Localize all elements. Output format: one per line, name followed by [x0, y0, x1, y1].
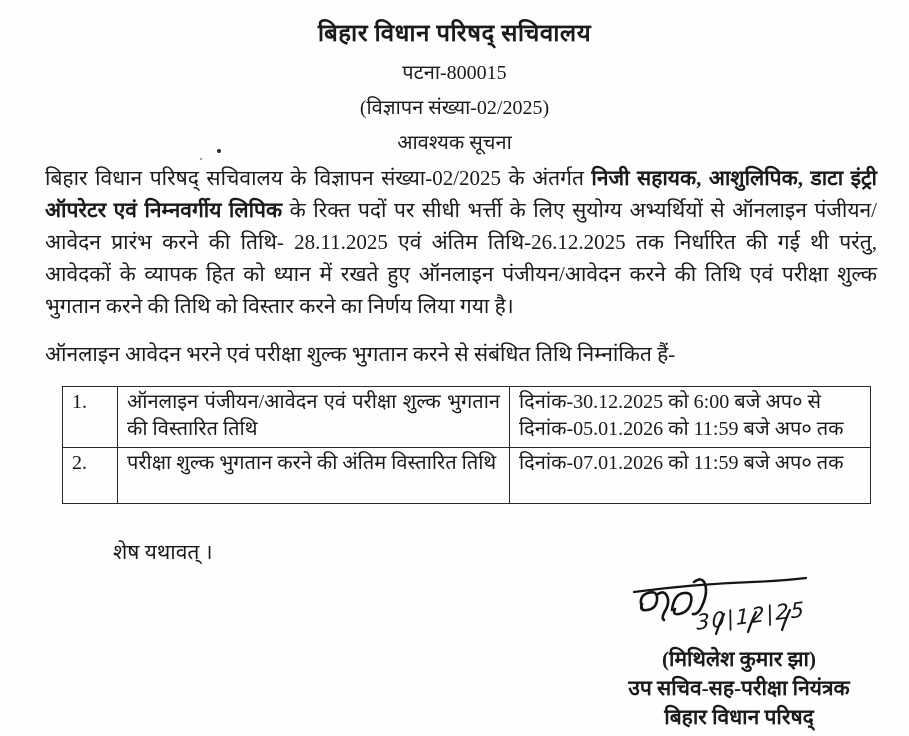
row2-date-detail: दिनांक-07.01.2026 को 11:59 बजे अप० तक [510, 448, 871, 504]
post-names-bold: निजी सहायक, आशुलिपिक, डाटा इंट्री ऑपरेटर एवं निम्नवर्गीय लिपिक [45, 166, 877, 222]
signatory-name: (मिथिलेश कुमार झा) [662, 647, 816, 671]
row1-serial: 1. [63, 387, 118, 448]
signatory-title: उप सचिव-सह-परीक्षा नियंत्रक [628, 676, 850, 700]
table-leadin-text: ऑनलाइन आवेदन भरने एवं परीक्षा शुल्क भुगतान करने से संबंधित तिथि निम्नांकित हैं- [45, 342, 676, 366]
table-row [63, 387, 871, 448]
row2-description: परीक्षा शुल्क भुगतान करने की अंतिम विस्तारित तिथि [118, 448, 510, 504]
notice-heading: आवश्यक सूचना [397, 132, 512, 154]
row1-description: ऑनलाइन पंजीयन/आवेदन एवं परीक्षा शुल्क भुगतान की विस्तारित तिथि [118, 387, 510, 448]
document-header [0, 16, 909, 163]
extended-dates-table [62, 386, 871, 504]
row2-serial: 2. [63, 448, 118, 504]
main-paragraph [45, 162, 877, 322]
table-row [63, 448, 871, 504]
signatory-organization: बिहार विधान परिषद् [664, 705, 814, 729]
rest-unchanged-note: शेष यथावत् । [113, 540, 213, 564]
org-address: पटना-800015 [402, 62, 507, 84]
signatory-block [578, 645, 900, 732]
signature-date: 30|12|25 [696, 597, 807, 635]
scan-artifact-dot [217, 149, 221, 153]
org-title: बिहार विधान परिषद् सचिवालय [317, 21, 592, 47]
signature-area [620, 568, 820, 648]
scan-artifact-dot [200, 158, 202, 160]
paragraph-segment: के रिक्त पदों पर सीधी भर्त्ती के लिए सुयोग्य अभ्यर्थियों से ऑनलाइन पंजीयन/आवेदन प्रारंभ करने की तिथि- 28.11.2025 एवं अंतिम तिथि-26.12.2025 तक निर्धारित की गई थी परंतु, आवेदकों के व्यापक हित को ध्यान में रखते हुए ऑनलाइन पंजीयन/आवेदन करने की तिथि एवं परीक्षा शुल्क भुगतान करने की तिथि को विस्तार करने का निर्णय लिया गया है। [45, 198, 878, 318]
advertisement-number: (विज्ञापन संख्या-02/2025) [359, 97, 550, 119]
paragraph-segment: बिहार विधान परिषद् सचिवालय के विज्ञापन संख्या-02/2025 के अंतर्गत [45, 166, 592, 190]
row1-date-detail: दिनांक-30.12.2025 को 6:00 बजे अप० से दिनांक-05.01.2026 को 11:59 बजे अप० तक [510, 387, 871, 448]
